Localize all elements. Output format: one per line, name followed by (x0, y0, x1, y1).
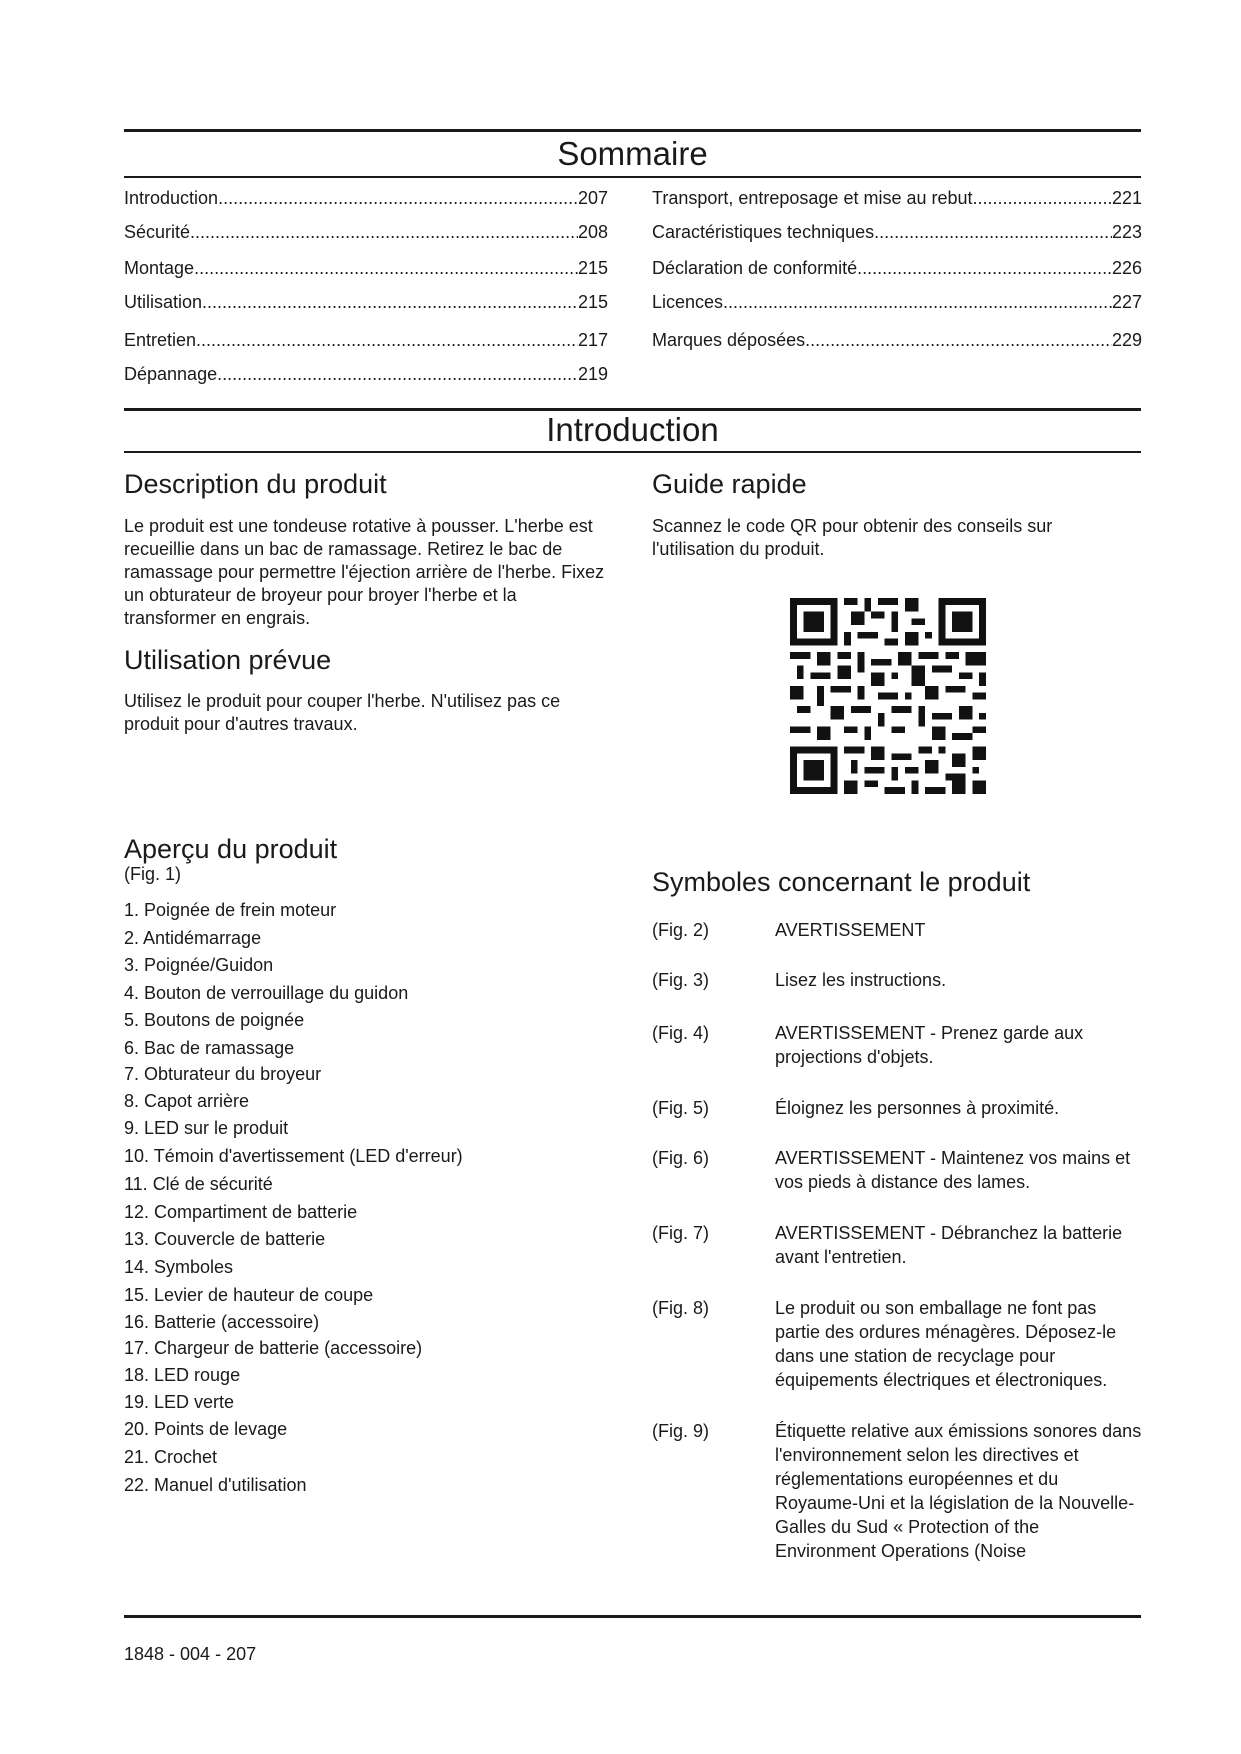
footer-rule (124, 1615, 1141, 1618)
symbol-fig-ref: (Fig. 9) (652, 1421, 710, 1441)
symbol-description: Lisez les instructions. (775, 970, 947, 990)
description-heading: Description du produit (124, 469, 387, 499)
list-item: 16. Batterie (accessoire) (124, 1312, 320, 1332)
list-item: 19. LED verte (124, 1392, 235, 1412)
symbol-description: AVERTISSEMENT - Prenez garde aux projections d'objets. (775, 1023, 1084, 1067)
toc-entry[interactable]: Introduction ..... 207 (124, 188, 608, 212)
sommaire-bottom-rule (124, 176, 1141, 178)
toc-entry[interactable]: Licences ..... 227 (652, 292, 1142, 316)
list-item: 18. LED rouge (124, 1365, 241, 1385)
symbol-fig-ref: (Fig. 2) (652, 920, 710, 940)
symbol-fig-ref: (Fig. 6) (652, 1148, 710, 1168)
toc-entry[interactable]: Entretien ..... 217 (124, 330, 608, 354)
intended-use-heading: Utilisation prévue (124, 645, 332, 675)
toc-entry[interactable]: Dépannage ..... 219 (124, 364, 608, 388)
toc-entry[interactable]: Caractéristiques techniques ..... 223 (652, 222, 1142, 246)
symbol-description: AVERTISSEMENT (775, 920, 926, 940)
symbol-fig-ref: (Fig. 5) (652, 1098, 710, 1118)
list-item: 8. Capot arrière (124, 1091, 250, 1111)
symbol-fig-ref: (Fig. 3) (652, 970, 710, 990)
symbol-description: Éloignez les personnes à proximité. (775, 1098, 1060, 1118)
symbol-description: Le produit ou son emballage ne font pas partie des ordures ménagères. Déposez-le dans une station de recyclage pour équipements électriques et électroniques. (775, 1298, 1117, 1390)
list-item: 1. Poignée de frein moteur (124, 900, 337, 920)
list-item: 15. Levier de hauteur de coupe (124, 1285, 374, 1305)
toc-entry[interactable]: Déclaration de conformité ..... 226 (652, 258, 1142, 282)
toc-entry[interactable]: Marques déposées ..... 229 (652, 330, 1142, 354)
list-item: 21. Crochet (124, 1447, 218, 1467)
list-item: 17. Chargeur de batterie (accessoire) (124, 1338, 423, 1358)
list-item: 5. Boutons de poignée (124, 1010, 305, 1030)
symbols-heading: Symboles concernant le produit (652, 867, 1031, 897)
list-item: 4. Bouton de verrouillage du guidon (124, 983, 409, 1003)
overview-heading: Aperçu du produit (124, 834, 338, 864)
list-item: 9. LED sur le produit (124, 1118, 289, 1138)
introduction-title: Introduction (546, 411, 719, 448)
symbol-fig-ref: (Fig. 4) (652, 1023, 710, 1043)
list-item: 6. Bac de ramassage (124, 1038, 295, 1058)
list-item: 3. Poignée/Guidon (124, 955, 274, 975)
quick-guide-text: Scannez le code QR pour obtenir des conseils sur l'utilisation du produit. (652, 516, 1053, 559)
list-item: 13. Couvercle de batterie (124, 1229, 326, 1249)
toc-entry[interactable]: Utilisation ..... 215 (124, 292, 608, 316)
toc-entry[interactable]: Sécurité ..... 208 (124, 222, 608, 246)
overview-fig-ref: (Fig. 1) (124, 864, 182, 884)
quick-guide-heading: Guide rapide (652, 469, 807, 499)
description-text: Le produit est une tondeuse rotative à pousser. L'herbe est recueillie dans un bac de ramassage. Retirez le bac de ramassage pour permettre l'éjection arrière de l'herbe. Fixez un obturateur de broyeur pour broyer l'herbe et la transformer en engrais. (124, 516, 605, 628)
toc-entry[interactable]: Montage ..... 215 (124, 258, 608, 282)
list-item: 11. Clé de sécurité (124, 1174, 273, 1194)
list-item: 22. Manuel d'utilisation (124, 1475, 307, 1495)
toc-entry[interactable]: Transport, entreposage et mise au rebut ..... 221 (652, 188, 1142, 212)
list-item: 2. Antidémarrage (124, 928, 262, 948)
list-item: 10. Témoin d'avertissement (LED d'erreur) (124, 1146, 463, 1166)
page-footer (124, 1644, 256, 1665)
symbol-description: AVERTISSEMENT - Maintenez vos mains et vos pieds à distance des lames. (775, 1148, 1131, 1192)
intended-use-text: Utilisez le produit pour couper l'herbe. N'utilisez pas ce produit pour d'autres travaux. (124, 691, 561, 734)
list-item: 12. Compartiment de batterie (124, 1202, 358, 1222)
page-number: 207 (226, 1644, 257, 1664)
qr-code-icon[interactable] (790, 598, 986, 794)
introduction-bottom-rule (124, 451, 1141, 453)
symbol-fig-ref: (Fig. 7) (652, 1223, 710, 1243)
document-number: 1848 - 004 - (124, 1644, 227, 1664)
list-item: 7. Obturateur du broyeur (124, 1064, 322, 1084)
symbol-description: Étiquette relative aux émissions sonores dans l'environnement selon les directives et réglementations européennes et du Royaume-Uni et la législation de la Nouvelle-Galles du Sud « Protection of the Environment Operations (Noise (775, 1421, 1142, 1561)
sommaire-top-rule (124, 129, 1141, 132)
list-item: 20. Points de levage (124, 1419, 288, 1439)
sommaire-title: Sommaire (557, 135, 708, 172)
list-item: 14. Symboles (124, 1257, 234, 1277)
symbol-description: AVERTISSEMENT - Débranchez la batterie avant l'entretien. (775, 1223, 1123, 1267)
symbol-fig-ref: (Fig. 8) (652, 1298, 710, 1318)
